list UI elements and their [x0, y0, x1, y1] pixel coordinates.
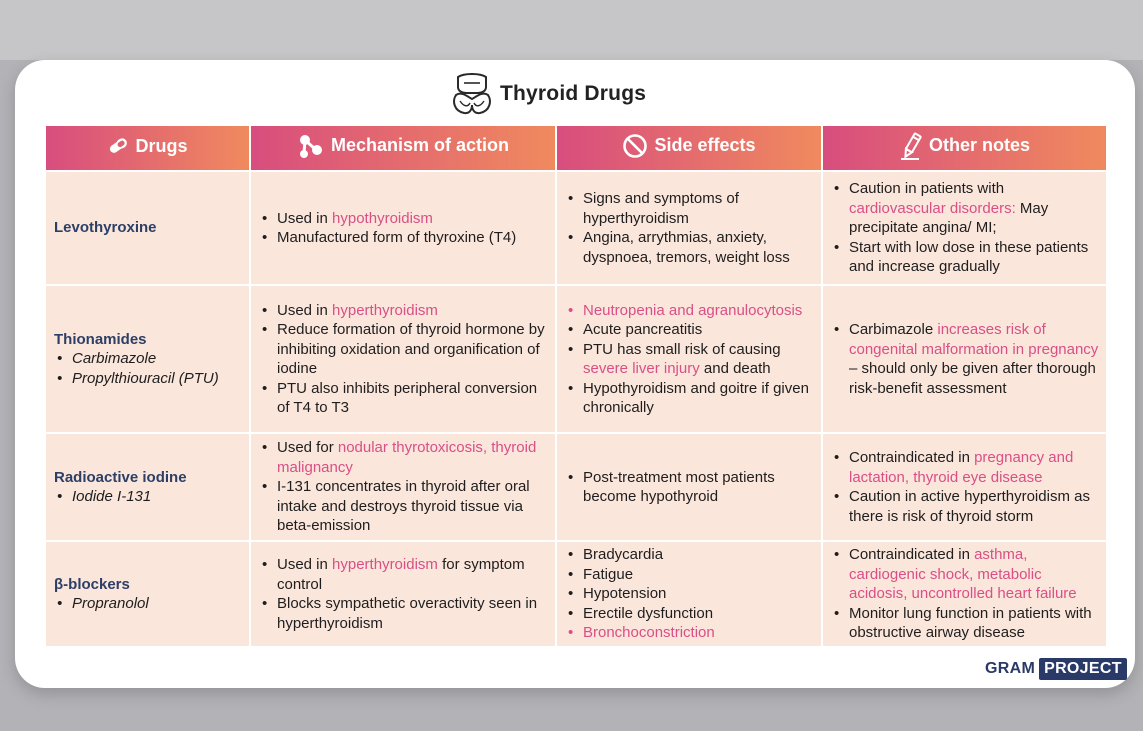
table-row: [45, 171, 1107, 285]
list-item: • Bradycardia: [565, 545, 815, 565]
notes-cell: [822, 285, 1107, 433]
mechanism-cell: [250, 541, 556, 647]
list-item: • Caution in patients with cardiovascular disorders: May precipitate angina/ MI;: [831, 179, 1100, 238]
drug-cell: [45, 285, 250, 433]
list-item: • Contraindicated in pregnancy and lactation, thyroid eye disease: [831, 448, 1100, 487]
notes-cell: [822, 433, 1107, 541]
page-title: Thyroid Drugs: [500, 82, 647, 105]
list-item: • Hypothyroidism and goitre if given chronically: [565, 379, 815, 418]
brand-part-1: GRAM: [985, 660, 1036, 677]
list-item: • Contraindicated in asthma, cardiogenic shock, metabolic acidosis, uncontrolled heart failure: [831, 545, 1100, 604]
list-item: • Blocks sympathetic overactivity seen in hyperthyroidism: [259, 594, 549, 633]
list-item: • Used in hyperthyroidism for symptom control: [259, 555, 549, 594]
list-item: • Start with low dose in these patients and increase gradually: [831, 238, 1100, 277]
header-mechanism-label: Mechanism of action: [330, 135, 510, 155]
side-effects-cell: [556, 433, 822, 541]
header-row: [45, 125, 1107, 171]
list-item: • Carbimazole increases risk of congenital malformation in pregnancy – should only be given after thorough risk-benefit assessment: [831, 320, 1100, 398]
table-row: [45, 433, 1107, 541]
list-item: • PTU has small risk of causing severe liver injury and death: [565, 340, 815, 379]
list-item: • Neutropenia and agranulocytosis: [565, 301, 815, 321]
molecule-icon: [297, 133, 325, 159]
header-drugs: [45, 125, 250, 171]
mechanism-cell: [250, 171, 556, 285]
list-item: • Manufactured form of thyroxine (T4): [259, 228, 549, 248]
prohibited-icon: [622, 133, 648, 159]
header-drugs-label: Drugs: [135, 135, 188, 156]
side-effects-cell: [556, 171, 822, 285]
drug-subitem: • Carbimazole: [54, 349, 243, 369]
brand-part-2: PROJECT: [1039, 658, 1127, 680]
drug-subitem: • Propylthiouracil (PTU): [54, 369, 243, 389]
header-notes-label: Other notes: [928, 135, 1030, 155]
header-side-effects-label: Side effects: [654, 135, 756, 155]
side-effects-cell: [556, 285, 822, 433]
list-item: • Angina, arrythmias, anxiety, dyspnoea, tremors, weight loss: [565, 228, 815, 267]
table-row: [45, 541, 1107, 647]
list-item: • I-131 concentrates in thyroid after oral intake and destroys thyroid tissue via beta-emission: [259, 477, 549, 536]
drug-name: Radioactive iodine: [54, 468, 187, 486]
list-item: • Monitor lung function in patients with obstructive airway disease: [831, 604, 1100, 643]
list-item: • Acute pancreatitis: [565, 320, 815, 340]
list-item: • Used in hypothyroidism: [259, 209, 549, 229]
notes-cell: [822, 541, 1107, 647]
drug-name: Thionamides: [54, 330, 147, 348]
drug-table: [44, 124, 1108, 648]
list-item: • Bronchoconstriction: [565, 623, 815, 643]
list-item: • Caution in active hyperthyroidism as there is risk of thyroid storm: [831, 487, 1100, 526]
drug-cell: [45, 171, 250, 285]
list-item: • Erectile dysfunction: [565, 604, 815, 624]
pencil-icon: [899, 132, 923, 160]
page-header: [450, 71, 646, 117]
drug-name: Levothyroxine: [54, 219, 157, 237]
drug-subitem: • Iodide I-131: [54, 487, 243, 507]
header-side-effects: [556, 125, 822, 171]
list-item: • Used for nodular thyrotoxicosis, thyroid malignancy: [259, 438, 549, 477]
mechanism-cell: [250, 285, 556, 433]
list-item: • Reduce formation of thyroid hormone by inhibiting oxidation and organification of iodine: [259, 320, 549, 379]
drug-cell: [45, 433, 250, 541]
list-item: • Hypotension: [565, 584, 815, 604]
header-mechanism: [250, 125, 556, 171]
list-item: • PTU also inhibits peripheral conversion of T4 to T3: [259, 379, 549, 418]
side-effects-cell: [556, 541, 822, 647]
pill-icon: [107, 137, 129, 155]
background-strip: [0, 0, 1143, 60]
header-notes: [822, 125, 1107, 171]
list-item: • Fatigue: [565, 565, 815, 585]
notes-cell: [822, 171, 1107, 285]
drug-name: β-blockers: [54, 575, 130, 593]
table-row: [45, 285, 1107, 433]
thyroid-icon: [450, 71, 494, 117]
list-item: • Post-treatment most patients become hypothyroid: [565, 468, 815, 507]
drug-cell: [45, 541, 250, 647]
drug-subitem: • Propranolol: [54, 594, 243, 614]
mechanism-cell: [250, 433, 556, 541]
brand-logo: [985, 657, 1127, 681]
list-item: • Used in hyperthyroidism: [259, 301, 549, 321]
list-item: • Signs and symptoms of hyperthyroidism: [565, 189, 815, 228]
